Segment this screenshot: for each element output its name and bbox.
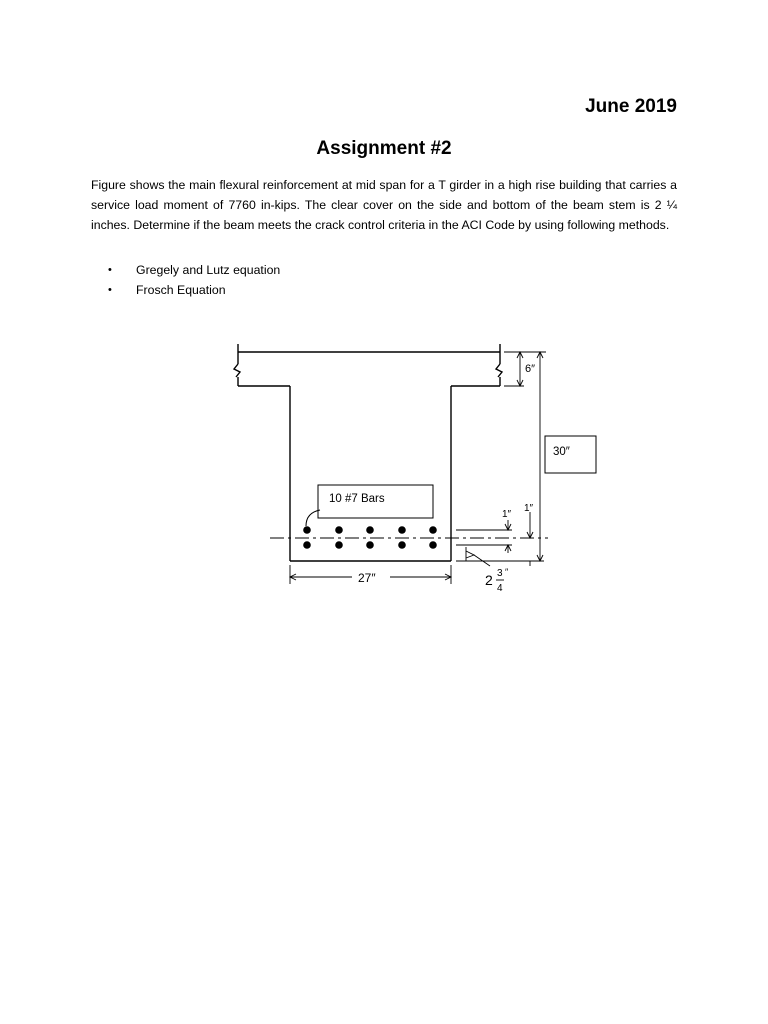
flange-thickness-dimension [504, 352, 524, 386]
bottom-cover-dimension [456, 547, 544, 566]
bar-spacing-label-2: 1″ [524, 503, 534, 514]
rebar-bar [366, 541, 374, 549]
bars-callout-label: 10 #7 Bars [329, 493, 385, 505]
bar-spacing-label: 1″ [502, 509, 512, 520]
bullet-icon: • [108, 284, 112, 296]
assignment-date: June 2019 [585, 96, 677, 117]
rebar-bar [303, 526, 311, 534]
assignment-title: Assignment #2 [316, 138, 452, 159]
method-label: Gregely and Lutz equation [136, 263, 281, 277]
bullet-icon: • [108, 264, 112, 276]
total-depth-dimension [524, 352, 546, 561]
rebar-bar [398, 526, 406, 534]
method-label: Frosch Equation [136, 283, 226, 297]
rebar-bar [398, 541, 406, 549]
rebar-bar [335, 541, 343, 549]
bottom-cover-denominator: 4 [497, 583, 503, 594]
web-width-label: 27″ [358, 571, 376, 585]
bar-spacing-dimension [456, 512, 533, 566]
rebar-bar [303, 541, 311, 549]
rebar-bar [335, 526, 343, 534]
total-depth-label: 30″ [553, 446, 570, 458]
rebar-bar [366, 526, 374, 534]
rebar-bar [429, 541, 437, 549]
flange-thickness-label: 6″ [525, 363, 536, 375]
rebar-bar [429, 526, 437, 534]
bottom-cover-whole: 2 [485, 572, 493, 588]
bottom-cover-numerator: 3 [497, 568, 503, 579]
bottom-cover-inch-mark: ″ [505, 567, 509, 577]
problem-statement: Figure shows the main flexural reinforcement at mid span for a T girder in a high rise building that carries a service load moment of 7760 in-kips. The clear cover on the side and bottom of the beam stem is 2 ¼ inches. Determine if the beam meets the crack control criteria in the ACI Code by using following methods. [91, 178, 677, 232]
